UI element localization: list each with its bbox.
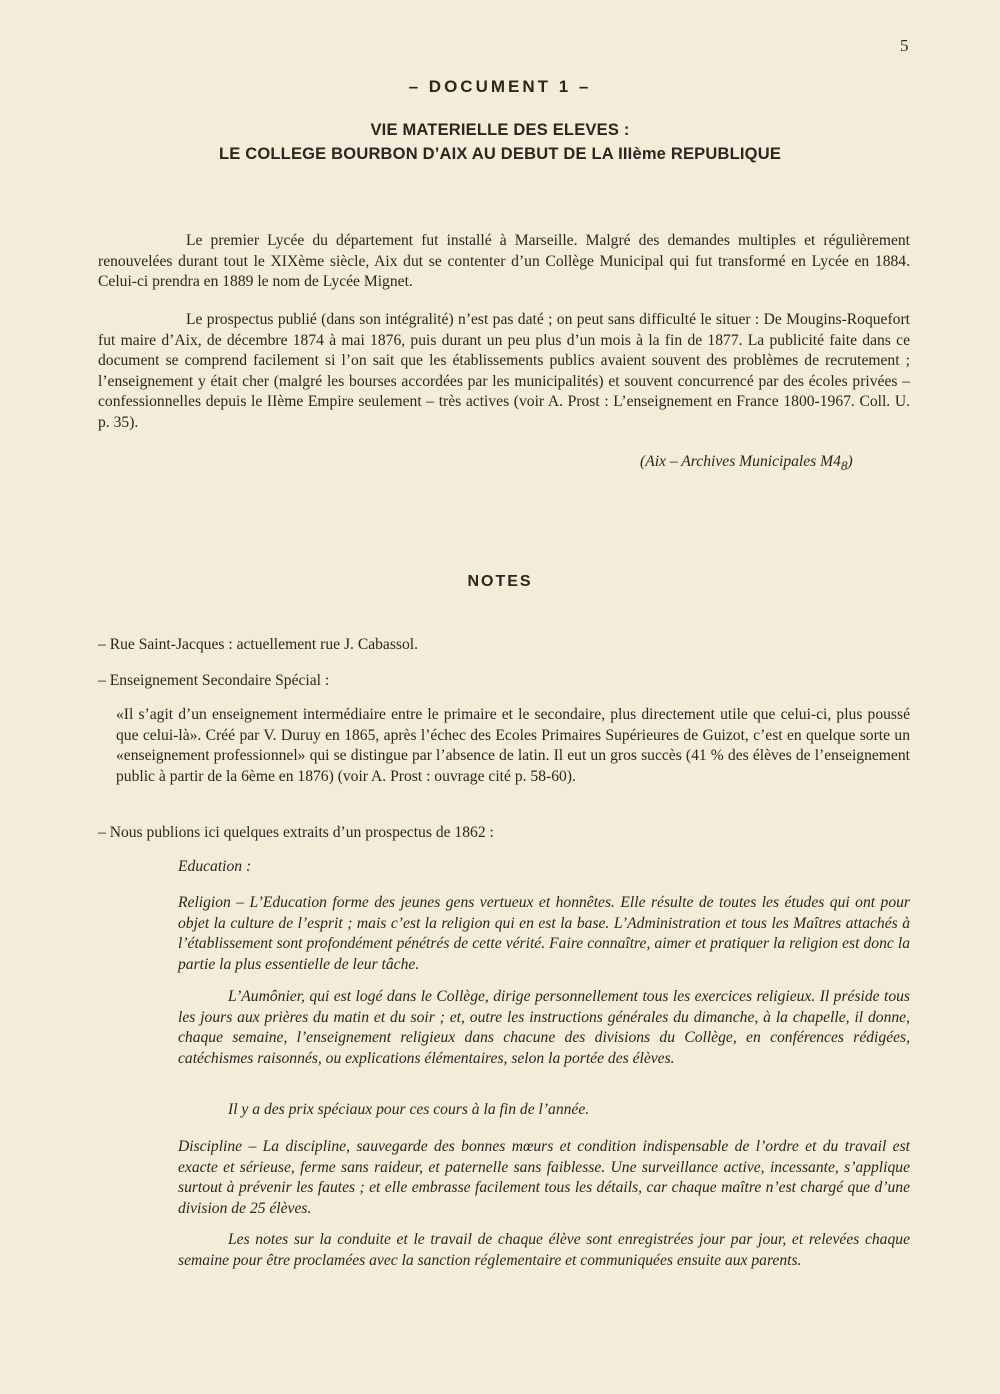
notes-semaine-paragraph: Les notes sur la conduite et le travail de chaque élève sont enregistrées jour par jour, et relevées chaque semaine pour être proclamées avec la sanction réglementaire et communiquées ensuite aux parents. xyxy=(178,1231,910,1269)
source-subscript: 8 xyxy=(840,458,848,474)
religion-paragraph: Religion – L’Education forme des jeunes gens vertueux et honnêtes. Elle résulte de toutes les études qui ont pour objet la culture de l’esprit ; mais c’est la religion qui en est la base. L’Administration et tous les Maîtres attachés à l’établissement sont profondément pénétrés de cette vérité. Faire connaître, aimer et pratiquer la religion est donc la partie la plus essentielle de leur tâche. xyxy=(178,894,910,973)
document-heading: – DOCUMENT 1 – xyxy=(408,77,592,96)
context-paragraph: Le prospectus publié (dans son intégralité) n’est pas daté ; on peut sans difficulté le situer : De Mougins-Roquefort fut maire d’Aix, de décembre 1874 à mai 1876, puis durant un peu plus d’un mois à la fin de 1877. La publicité faite dans ce document se comprend facilement si l’on sait que les établissements publics avaient souvent des problèmes de recrutement ; l’enseignement y était cher (malgré les bourses accordées par les municipalités) et souvent concurrencé par des écoles privées – confessionnelles depuis le IIème Empire seulement – très actives (voir A. Prost : L’enseignement en France 1800-1967. Coll. U. p. 35). xyxy=(98,311,910,431)
title-line-2: LE COLLEGE BOURBON D’AIX AU DEBUT DE LA IIIème REPUBLIQUE xyxy=(218,145,782,163)
note-enseignement-special: – Enseignement Secondaire Spécial : xyxy=(98,672,330,689)
source-prefix: (Aix – Archives Municipales M4 xyxy=(640,453,841,470)
intro-paragraph: Le premier Lycée du département fut installé à Marseille. Malgré des demandes multiples et régulièrement renouvelées durant tout le XIXème siècle, Aix dut se contenter d’un Collège Municipal qui fut transformé en Lycée en 1884. Celui-ci prendra en 1889 le nom de Lycée Mignet. xyxy=(98,232,910,291)
notes-heading: NOTES xyxy=(467,573,533,590)
discipline-paragraph: Discipline – La discipline, sauvegarde des bonnes mœurs et condition indispensable de l’ordre et du travail est exacte et sérieuse, ferme sans raideur, et paternelle sans faiblesse. Une surveillance active, incessante, s’applique surtout à prévenir les fautes ; et elle embrasse facilement tous les détails, car chaque maître n’est chargé que d’une division de 25 élèves. xyxy=(178,1138,910,1217)
page-number: 5 xyxy=(900,36,909,55)
note-enseignement-quote: «Il s’agit d’un enseignement intermédiaire entre le primaire et le secondaire, plus directement utile que celui-ci, plus poussé que celui-là». Créé par V. Duruy en 1865, après l’échec des Ecoles Primaires Supérieures de Guizot, c’est en quelque sorte un «enseignement professionnel» qui se distingue par l’absence de latin. Il eut un gros succès (41 % des élèves de l’enseignement public à partir de la 6ème en 1876) (voir A. Prost : ouvrage cité p. 58-60). xyxy=(116,706,910,785)
source-citation xyxy=(640,453,853,474)
title-line-1: VIE MATERIELLE DES ELEVES : xyxy=(370,121,630,139)
aumonier-paragraph: L’Aumônier, qui est logé dans le Collège, dirige personnellement tous les exercices religieux. Il préside tous les jours aux prières du matin et du soir ; et, outre les instructions générales du dimanche, à la chapelle, il donne, chaque semaine, l’enseignement religieux dans chacune des divisions du Collège, en conférences rédigées, catéchismes raisonnés, ou explications élémentaires, selon la portée des élèves. xyxy=(178,988,910,1067)
prix-paragraph: Il y a des prix spéciaux pour ces cours à la fin de l’année. xyxy=(228,1101,590,1118)
note-prospectus-1862: – Nous publions ici quelques extraits d’un prospectus de 1862 : xyxy=(98,824,494,841)
source-suffix: ) xyxy=(847,453,853,470)
education-label: Education : xyxy=(178,858,252,875)
note-rue-saint-jacques: – Rue Saint-Jacques : actuellement rue J. Cabassol. xyxy=(98,636,419,653)
